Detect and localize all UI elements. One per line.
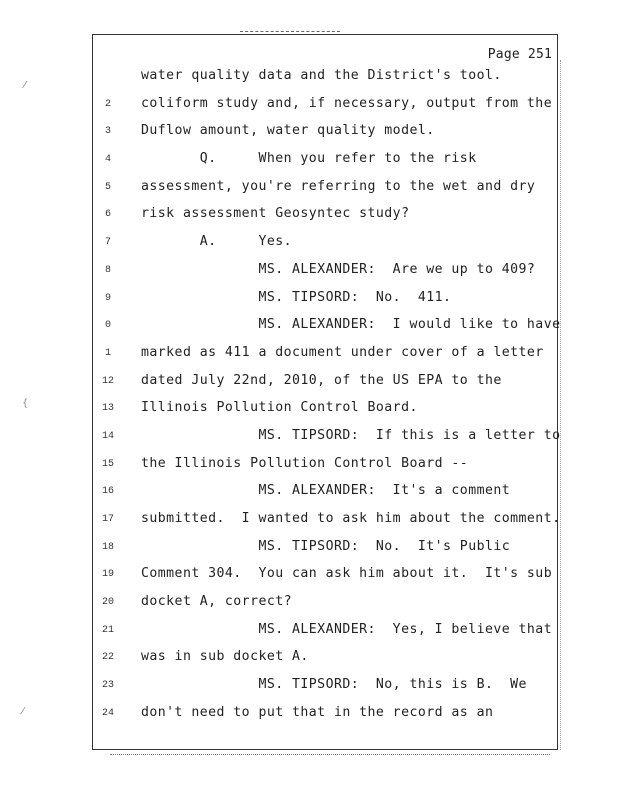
- transcript-line: [92, 371, 558, 399]
- line-number: 8: [104, 264, 111, 276]
- line-text: coliform study and, if necessary, output from the: [141, 95, 553, 111]
- transcript-line: [92, 647, 558, 675]
- line-text: docket A, correct?: [141, 594, 293, 610]
- scan-mark-left-mid: {: [22, 398, 29, 409]
- line-number: 3: [104, 126, 111, 138]
- transcript-line: [92, 177, 558, 205]
- line-number: 13: [101, 403, 114, 415]
- transcript-line: [92, 232, 558, 260]
- line-number: 5: [104, 181, 111, 193]
- line-number: 14: [101, 430, 114, 442]
- line-number: 22: [101, 652, 114, 664]
- line-number: 18: [101, 541, 114, 553]
- transcript-line: [92, 288, 558, 316]
- transcript-line: [92, 592, 558, 620]
- transcript-line: [92, 564, 558, 592]
- transcript-line: [92, 149, 558, 177]
- line-number: 19: [101, 569, 114, 581]
- line-text: marked as 411 a document under cover of a letter: [141, 344, 544, 360]
- line-number: 20: [101, 597, 114, 609]
- transcript-line: [92, 454, 558, 482]
- line-number: 4: [104, 154, 111, 166]
- transcript-line: [92, 509, 561, 537]
- transcript-line: [92, 481, 558, 509]
- scan-artifact-top: [240, 31, 340, 32]
- line-number: 2: [104, 98, 111, 110]
- line-text: MS. ALEXANDER: Yes, I believe that: [141, 621, 553, 637]
- line-text: water quality data and the District's tool.: [141, 68, 502, 83]
- line-text: risk assessment Geosyntec study?: [141, 206, 410, 222]
- line-number: 9: [104, 292, 111, 304]
- line-text: Q. When you refer to the risk: [141, 151, 477, 167]
- line-text: dated July 22nd, 2010, of the US EPA to the: [141, 372, 502, 388]
- line-text: the Illinois Pollution Control Board --: [141, 455, 469, 471]
- line-text: MS. ALEXANDER: It's a comment: [141, 483, 511, 499]
- transcript-line: [92, 675, 558, 703]
- line-text: Illinois Pollution Control Board.: [141, 400, 418, 416]
- scan-artifact-right: [560, 60, 565, 750]
- line-number: 12: [101, 375, 114, 387]
- line-text: MS. TIPSORD: No, this is B. We: [141, 677, 527, 693]
- page-number: Page 251: [487, 47, 552, 62]
- line-number: 0: [104, 320, 111, 332]
- transcript-line: [92, 315, 561, 343]
- line-number: 17: [101, 514, 114, 525]
- line-text: MS. TIPSORD: No. It's Public: [141, 538, 511, 554]
- line-text: MS. TIPSORD: If this is a letter to: [141, 427, 561, 443]
- line-text: MS. ALEXANDER: I would like to have: [141, 317, 561, 333]
- transcript-line: [92, 703, 558, 731]
- line-text: Comment 304. You can ask him about it. It's sub: [141, 566, 553, 582]
- transcript-line: [92, 66, 558, 94]
- scan-mark-left-bottom: ⁄: [22, 706, 24, 717]
- transcript-line: [92, 121, 558, 149]
- transcript-line: [92, 620, 558, 648]
- line-text: don't need to put that in the record as an: [141, 704, 494, 720]
- transcript-line: [92, 204, 558, 232]
- line-text: Duflow amount, water quality model.: [141, 123, 435, 139]
- line-number: 7: [104, 237, 111, 249]
- line-text: was in sub docket A.: [141, 649, 309, 665]
- transcript-line: [92, 398, 558, 426]
- line-number: 1: [104, 347, 111, 359]
- line-number: 16: [101, 486, 114, 498]
- scan-mark-left-top: ⁄: [24, 80, 26, 91]
- transcript-line: [92, 94, 558, 122]
- transcript-line: [92, 260, 558, 288]
- line-number: 23: [101, 680, 114, 692]
- line-text: submitted. I wanted to ask him about the comment.: [141, 511, 561, 526]
- transcript-line: [92, 426, 561, 454]
- line-text: A. Yes.: [141, 234, 293, 250]
- line-text: MS. ALEXANDER: Are we up to 409?: [141, 261, 536, 277]
- transcript-line: [92, 537, 558, 565]
- line-number: 15: [101, 458, 114, 470]
- line-number: 21: [101, 624, 114, 636]
- line-number: 24: [101, 707, 114, 719]
- transcript-line: [92, 343, 558, 371]
- line-text: MS. TIPSORD: No. 411.: [141, 289, 452, 305]
- transcript-body: [92, 66, 561, 731]
- line-text: assessment, you're referring to the wet and dry: [141, 178, 536, 194]
- line-number: 6: [104, 209, 111, 221]
- scan-artifact-bottom: [110, 754, 550, 755]
